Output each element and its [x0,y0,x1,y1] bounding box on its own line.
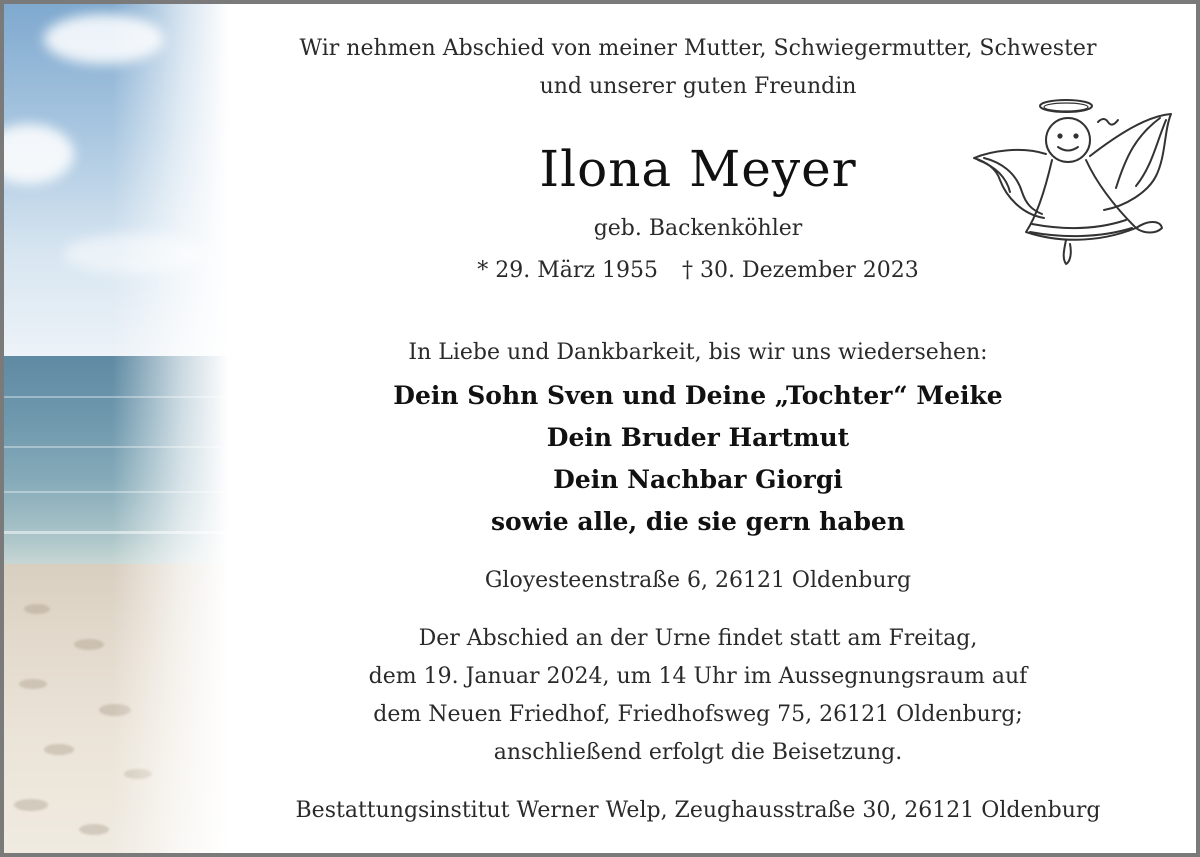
mourner-line: Dein Bruder Hartmut [546,423,850,452]
intro-line-2: und unserer guten Freundin [539,74,857,99]
intro-line-1: Wir nehmen Abschied von meiner Mutter, Schwiegermutter, Schwester [299,36,1097,61]
mourner-line: Dein Sohn Sven und Deine „Tochter“ Meike [393,381,1003,410]
family-address: Gloyesteenstraße 6, 26121 Oldenburg [484,568,912,593]
dedication: In Liebe und Dankbarkeit, bis wir uns wiedersehen: [408,340,988,365]
angel-icon [966,96,1178,274]
beach-photo [4,4,229,857]
mourner-line: Dein Nachbar Giorgi [553,465,843,494]
photo-fade [4,4,229,857]
ceremony-line: dem Neuen Friedhof, Friedhofsweg 75, 26121 Oldenburg; [373,702,1023,727]
ceremony-line: dem 19. Januar 2024, um 14 Uhr im Aussegnungsraum auf [368,664,1028,689]
mourner-line: sowie alle, die sie gern haben [490,507,906,536]
ceremony-line: Der Abschied an der Urne findet statt am Freitag, [418,626,978,651]
deceased-name: Ilona Meyer [539,140,857,198]
funeral-home: Bestattungsinstitut Werner Welp, Zeughausstraße 30, 26121 Oldenburg [295,798,1101,823]
birth-date: * 29. März 1955 [477,258,658,283]
birth-name: geb. Backenköhler [593,216,803,241]
ceremony-line: anschließend erfolgt die Beisetzung. [493,740,903,765]
death-date: † 30. Dezember 2023 [682,258,919,283]
